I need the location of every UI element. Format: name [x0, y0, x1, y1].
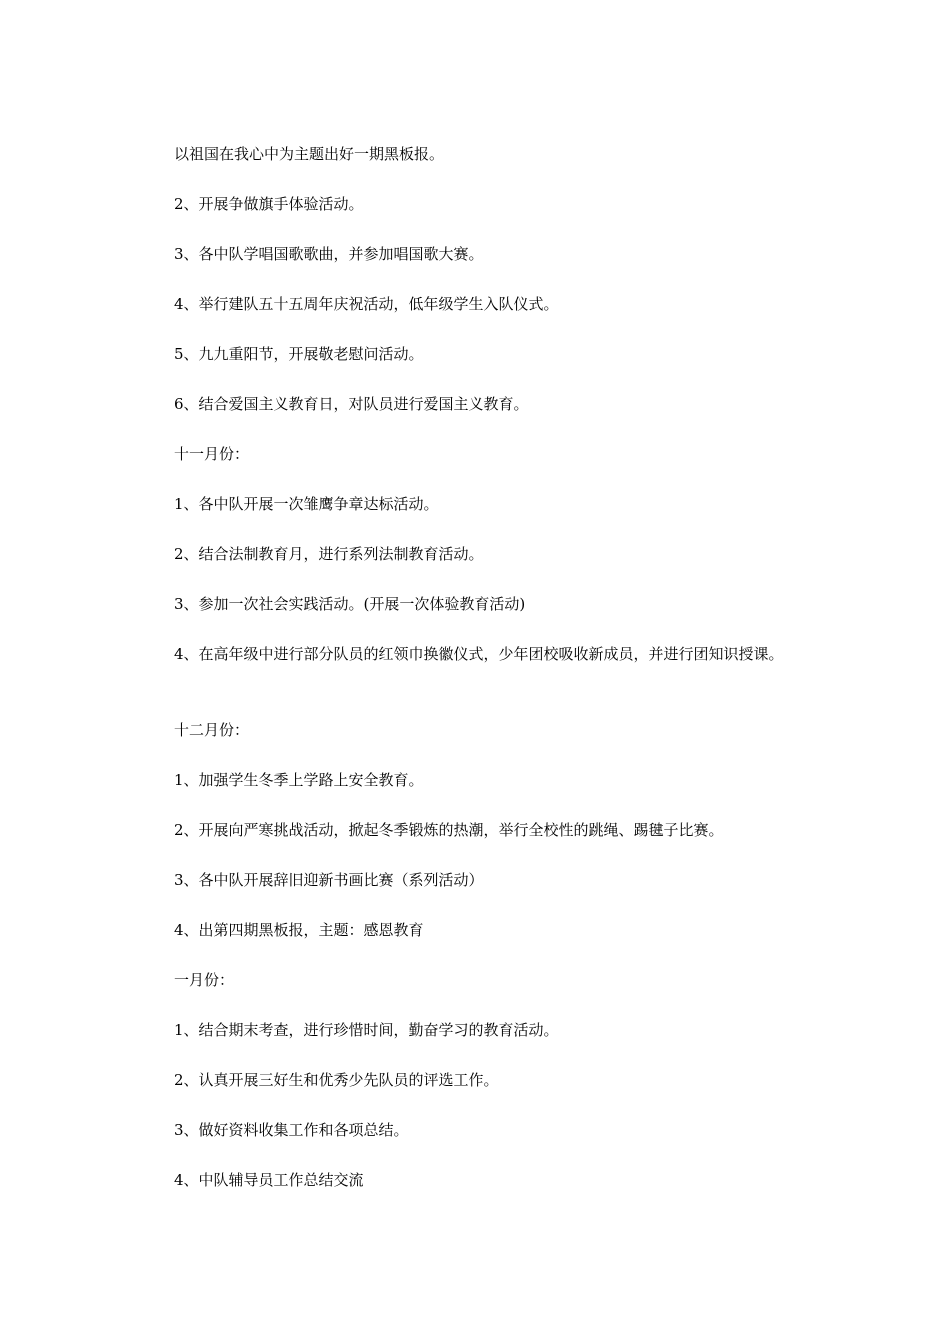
paragraph-dec-item-1: 1、加强学生冬季上学路上安全教育。 [174, 771, 424, 789]
paragraph-nov-item-3: 3、参加一次社会实践活动。(开展一次体验教育活动) [174, 595, 526, 613]
paragraph-jan-item-3: 3、做好资料收集工作和各项总结。 [174, 1121, 409, 1139]
paragraph-dec-item-2: 2、开展向严寒挑战活动，掀起冬季锻炼的热潮，举行全校性的跳绳、踢毽子比赛。 [174, 821, 724, 839]
section-heading-december: 十二月份： [174, 721, 250, 739]
paragraph-nov-item-4: 4、在高年级中进行部分队员的红领巾换徽仪式，少年团校吸收新成员，并进行团知识授课。 [174, 645, 784, 663]
paragraph-nov-item-2: 2、结合法制教育月，进行系列法制教育活动。 [174, 545, 484, 563]
paragraph-oct-item-6: 6、结合爱国主义教育日，对队员进行爱国主义教育。 [174, 395, 529, 413]
paragraph-jan-item-4: 4、中队辅导员工作总结交流 [174, 1171, 364, 1189]
paragraph-oct-item-3: 3、各中队学唱国歌歌曲，并参加唱国歌大赛。 [174, 245, 484, 263]
paragraph-oct-item-2: 2、开展争做旗手体验活动。 [174, 195, 364, 213]
section-heading-january: 一月份： [174, 971, 235, 989]
paragraph-nov-item-1: 1、各中队开展一次雏鹰争章达标活动。 [174, 495, 439, 513]
paragraph-dec-item-4: 4、出第四期黑板报，主题：感恩教育 [174, 921, 424, 939]
paragraph-dec-item-3: 3、各中队开展辞旧迎新书画比赛（系列活动） [174, 871, 484, 889]
section-heading-november: 十一月份： [174, 445, 250, 463]
paragraph-theme-blackboard: 以祖国在我心中为主题出好一期黑板报。 [174, 145, 445, 163]
paragraph-jan-item-1: 1、结合期末考查，进行珍惜时间，勤奋学习的教育活动。 [174, 1021, 559, 1039]
paragraph-oct-item-5: 5、九九重阳节，开展敬老慰问活动。 [174, 345, 424, 363]
paragraph-oct-item-4: 4、举行建队五十五周年庆祝活动，低年级学生入队仪式。 [174, 295, 559, 313]
paragraph-jan-item-2: 2、认真开展三好生和优秀少先队员的评选工作。 [174, 1071, 499, 1089]
